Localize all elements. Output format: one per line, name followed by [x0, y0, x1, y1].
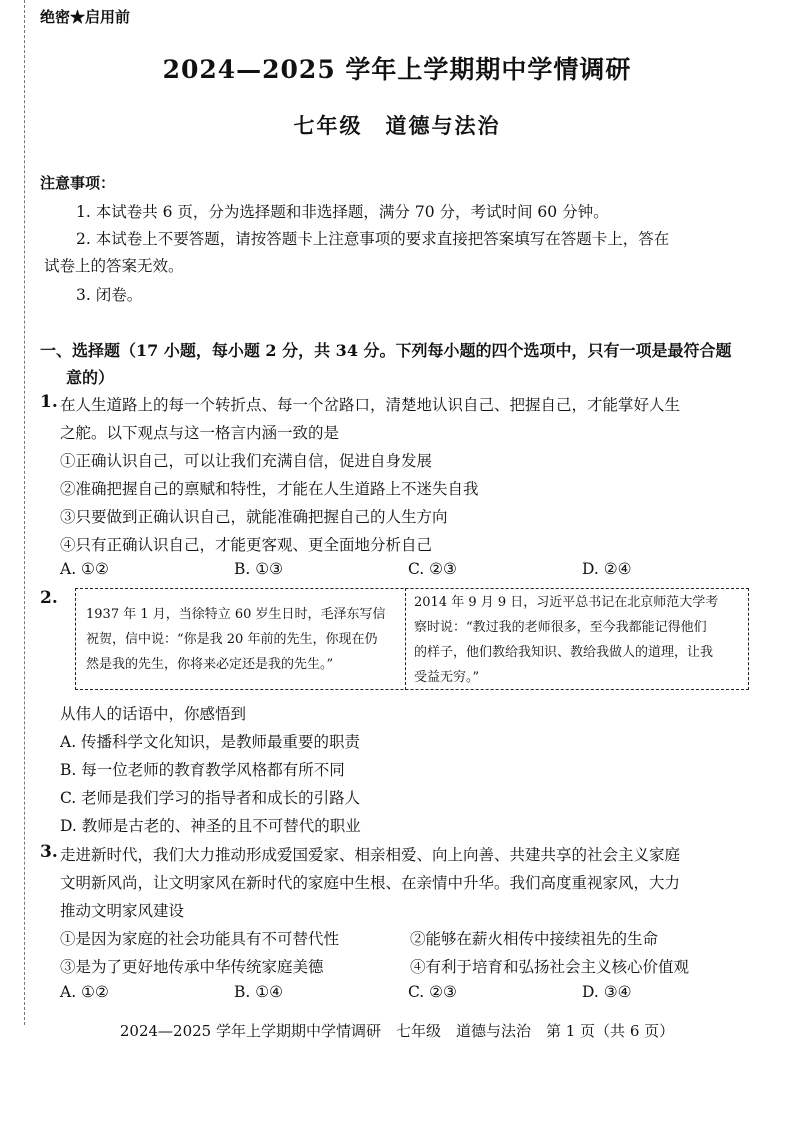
statement: ③只要做到正确认识自己，就能准确把握自己的人生方向 [60, 508, 448, 526]
binding-notice [2, 378, 20, 643]
section-heading: 一、选择题（17 小题，每小题 2 分，共 34 分。下列每小题的四个选项中，只有一项是最符合题 [40, 341, 732, 360]
section-heading-cont: 意的） [66, 368, 115, 387]
question-stem: 之舵。以下观点与这一格言内涵一致的是 [60, 424, 340, 442]
quote-line: 的样子，他们教给我知识、教给我做人的道理，让我 [414, 645, 714, 660]
option-d: D. 教师是古老的、神圣的且不可替代的职业 [60, 817, 361, 835]
secret-label: 绝密★启用前 [40, 8, 131, 26]
option-d: D. ③④ [582, 983, 632, 1001]
statement: ④有利于培育和弘扬社会主义核心价值观 [410, 958, 690, 976]
option-a: A. ①② [60, 983, 109, 1001]
option-d: D. ②④ [582, 560, 632, 578]
quote-divider [405, 588, 406, 690]
exam-title: 2024—2025 学年上学期期中学情调研 [162, 55, 632, 84]
option-c: C. 老师是我们学习的指导者和成长的引路人 [60, 789, 361, 807]
option-c: C. ②③ [408, 983, 457, 1001]
statement: ③是为了更好地传承中华传统家庭美德 [60, 958, 324, 976]
quote-line: 受益无穷。” [414, 670, 480, 685]
note-item: 2. 本试卷上不要答题，请按答题卡上注意事项的要求直接把答案填写在答题卡上，答在 [76, 230, 670, 248]
quote-line: 然是我的先生，你将来必定还是我的先生。” [86, 657, 334, 672]
quote-left [86, 602, 386, 677]
statement: ④只有正确认识自己，才能更客观、更全面地分析自己 [60, 536, 433, 554]
question-number: 3. [40, 842, 58, 862]
quote-right [414, 590, 718, 690]
page-footer: 2024—2025 学年上学期期中学情调研 七年级 道德与法治 第 1 页（共 6 页） [119, 1022, 675, 1040]
quote-line: 1937 年 1 月，当徐特立 60 岁生日时，毛泽东写信 [86, 607, 386, 622]
option-a: A. 传播科学文化知识，是教师最重要的职责 [60, 733, 361, 751]
question-number: 1. [40, 392, 58, 412]
quote-line: 2014 年 9 月 9 日，习近平总书记在北京师范大学考 [414, 595, 719, 610]
question-stem: 推动文明家风建设 [60, 902, 185, 920]
note-item: 1. 本试卷共 6 页，分为选择题和非选择题，满分 70 分，考试时间 60 分钟。 [76, 203, 609, 221]
quote-line: 察时说：“教过我的老师很多，至今我都能记得他们 [414, 620, 707, 635]
quote-line: 祝贺，信中说：“你是我 20 年前的先生，你现在仍 [86, 632, 378, 647]
statement: ②能够在薪火相传中接续祖先的生命 [410, 930, 659, 948]
option-c: C. ②③ [408, 560, 457, 578]
question-stem: 文明新风尚，让文明家风在新时代的家庭中生根、在亲情中升华。我们高度重视家风，大力 [60, 874, 681, 892]
question-stem: 在人生道路上的每一个转折点、每一个岔路口，清楚地认识自己、把握自己，才能掌好人生 [60, 396, 681, 414]
option-b: B. 每一位老师的教育教学风格都有所不同 [60, 761, 345, 779]
option-b: B. ①④ [234, 983, 284, 1001]
option-a: A. ①② [60, 560, 109, 578]
statement: ②准确把握自己的禀赋和特性，才能在人生道路上不迷失自我 [60, 480, 479, 498]
note-item: 试卷上的答案无效。 [44, 257, 184, 275]
option-b: B. ①③ [234, 560, 284, 578]
exam-subtitle: 七年级 道德与法治 [293, 113, 501, 138]
statement: ①正确认识自己，可以让我们充满自信，促进自身发展 [60, 452, 433, 470]
statement: ①是因为家庭的社会功能具有不可替代性 [60, 930, 340, 948]
notes-heading: 注意事项： [40, 174, 116, 192]
binding-line [24, 0, 26, 1025]
question-stem: 走进新时代，我们大力推动形成爱国爱家、相亲相爱、向上向善、共建共享的社会主义家庭 [60, 846, 681, 864]
question-number: 2. [40, 588, 58, 608]
note-item: 3. 闭卷。 [76, 286, 143, 304]
question-stem: 从伟人的话语中，你感悟到 [60, 705, 247, 723]
